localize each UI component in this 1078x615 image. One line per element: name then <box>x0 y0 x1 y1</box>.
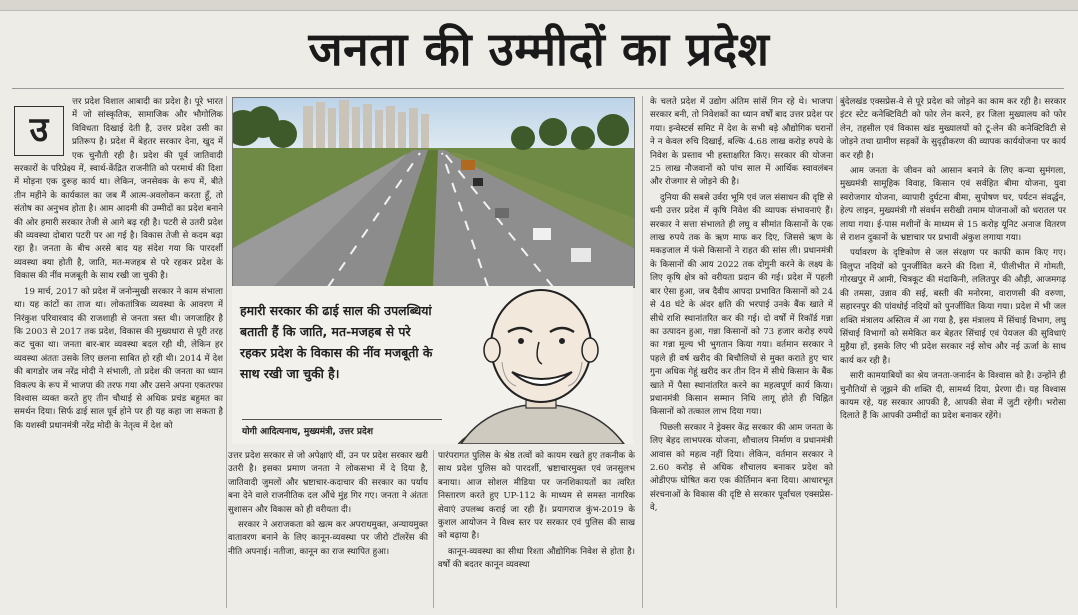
author-caption: योगी आदित्यनाथ, मुख्यमंत्री, उत्तर प्रदेश <box>242 419 442 437</box>
paragraph: उत्तर प्रदेश सरकार से जो अपेक्षाएं थीं, उन पर प्रदेश सरकार खरी उतरी है। इसका प्रमाण जनता ने लोकसभा में दे दिया है, जातिवादी जुमलों और भ्रष्टाचार-कदाचार की सरकार का पर्याय बना देने वाले राजनीतिक दल औंधे मुंह गिर गए। जनता ने अंततः सुशासन और विकास को ही वरीयता दी। <box>228 451 428 515</box>
expressway-illustration <box>233 98 634 287</box>
paragraph: दुनिया की सबसे उर्वरा भूमि एवं जल संसाधन की दृष्टि से धनी उत्तर प्रदेश में कृषि निवेश की व्यापक संभावनाएं हैं। सरकार ने सत्ता संभालते ही लघु व सीमांत किसानों के एक लाख रुपये तक के ऋण माफ कर दिए, जिससे ऋण के मकड़जाल में फंसे किसानों ने राहत की सांस ली। प्रधानमंत्री के किसानों की आय 2022 तक दोगुनी करने के लक्ष्य के लिए कृषि क्षेत्र को वरीयता प्रदान की गई। प्रदेश में पहली बार ऐसा हुआ, जब दैवीय आपदा प्रभावित किसानों को 24 से 48 घंटे के अंदर क्षति की भरपाई उनके बैंक खाते में सीधे राशि स्थानांतरित कर की गई। दो वर्षों में रिकॉर्ड गन्ना का उत्पादन हुआ, गन्ना किसानों को 73 हजार करोड़ रुपये का गन्ना मूल्य भी भुगतान किया गया। वर्तमान सरकार ने पहले ही वर्ष खरीद की बिचौलियों से मुक्त कराते हुए चार गुना अधिक गेहूं खरीद कर तीन दिन में सीधे किसान के बैंक खाते में पैसा स्थानांतरित करने का महत्वपूर्ण कार्य किया। प्रधानमंत्री किसान सम्मान निधि लागू होते ही चिह्नित किसानों को तत्काल लाभ दिया गया। <box>650 192 833 418</box>
paragraph: पिछली सरकार ने ड्रेक्सर केंद्र सरकार की आम जनता के लिए बेहद लाभपरक योजना, शौचालय निर्माण व प्रधानमंत्री आवास को महत्व नहीं दिया। लेकिन, वर्तमान सरकार ने 2.60 करोड़ से अधिक शौचालय बनाकर प्रदेश को ओडीएफ घोषित करा एक कीर्तिमान बना दिया। आधारभूत संरचनाओं के विकास की दृष्टि से सरकार पूर्वांचल एक्सप्रेस-वे, <box>650 422 833 514</box>
pull-quote-box <box>232 286 633 444</box>
pull-quote: हमारी सरकार की ढाई साल की उपलब्धियां बताती हैं कि जाति, मत-मजहब से परे रहकर प्रदेश के विकास की नींव मजबूती के साथ रखी जा चुकी है। <box>240 303 433 381</box>
vehicle <box>461 160 475 170</box>
paragraph: कानून-व्यवस्था का सीधा रिश्ता औद्योगिक निवेश से होता है। वर्षों की बदतर कानून व्यवस्था <box>438 546 635 571</box>
vehicle <box>473 178 483 186</box>
expressway-photo <box>232 97 635 288</box>
top-strip <box>0 0 1078 11</box>
article-column-3 <box>438 450 635 610</box>
drop-cap: उ <box>14 106 64 156</box>
article-column-1 <box>14 96 223 608</box>
vehicle <box>533 228 551 240</box>
column-divider <box>433 450 434 608</box>
paragraph: पर्यावरण के दृष्टिकोण से जल संरक्षण पर काफी काम किए गए। विलुप्त नदियों को पुनर्जीवित करने की दिशा में, पीलीभीत में गोमती, गोरखपुर में आमी, चित्रकूट की मंदाकिनी, ललितपुर की औड़ी, आजमगढ़ की तमसा, उन्नाव की सई, बस्ती की मनोरमा, वाराणसी की वरुणा, सहारनपुर की पांवधोई नदियों को पुनर्जीवित किया गया। प्रदेश में भी जल शक्ति मंत्रालय अस्तित्व में आ गया है, इस मंत्रालय में सिंचाई विभाग, लघु सिंचाई विभागों को समेकित कर बेहतर सिंचाई एवं पेयजल की सुविधाएं मुहैया हों, इसके लिए भी प्रदेश सरकार नई सोच और नई ऊर्जा के साथ कार्य कर रही है। <box>840 248 1066 366</box>
paragraph: सरकार ने अराजकता को खत्म कर अपराधमुक्त, अन्यायमुक्त वातावरण बनाने के लिए कानून-व्यवस्था पर जीरो टॉलरेंस की नीति अपनाई। नतीजा, कानून का राज स्थापित हुआ। <box>228 520 428 557</box>
column-divider <box>836 96 837 608</box>
column-divider <box>642 96 643 608</box>
paragraph: सारी कामयाबियों का श्रेय जनता-जनार्दन के विश्वास को है। उन्होंने ही चुनौतियों से जूझने की शक्ति दी, सामर्थ्य दिया, प्रेरणा दी। यह विश्वास कायम रहे, यह सरकार आपकी है, आपकी सेवा में जुटी रहेगी। भरोसा दिलाते हैं कि आपकी उम्मीदों का प्रदेश बनाकर रहेंगे। <box>840 371 1066 422</box>
vehicle <box>495 208 509 218</box>
paragraph: बुंदेलखंड एक्सप्रेस-वे से पूरे प्रदेश को जोड़ने का काम कर रही है। सरकार इंटर स्टेट कनेक्टिविटी को फोर लेन करने, हर जिला मुख्यालय को फोर लेन, तहसील एवं विकास खंड मुख्यालयों को टू-लेन की कनेक्टिविटी से जोड़ने तथा ग्रामीण सड़कों के सुदृढ़ीकरण की व्यापक कार्ययोजना पर कार्य कर रही है। <box>840 97 1066 161</box>
headline-rule <box>12 88 1064 89</box>
article-column-2 <box>228 450 428 610</box>
article-column-4 <box>650 96 833 608</box>
paragraph: त्तर प्रदेश विशाल आबादी का प्रदेश है। पूरे भारत में जो सांस्कृतिक, सामाजिक और भौगोलिक विविधता दिखाई देती है, उत्तर प्रदेश उसी का प्रतिरूप है। प्रदेश में बेहतर सरकार देना, खुद में एक चुनौती रही है। प्रदेश की पूर्व जातिवादी सरकारों के परिप्रेक्ष्य में, स्वार्थ-केंद्रित राजनीति को परमार्थ की दिशा में मोड़ना एक दुरूह कार्य था। लेकिन, जनसेवक के रूप में, बीते तीन महीने के कार्यकाल का जब मैं आत्म-अवलोकन करता हूँ, तो संतोष का अनुभव होता है। आम आदमी की उम्मीदों का प्रदेश बनाने की ओर हमारी सरकार तेजी से आगे बढ़ रही है। पटरी से उतरी प्रदेश की व्यवस्था दोबारा पटरी पर आ गई है। विकास तेजी से कदम बढ़ा रहा है। जनता के बीच अरसे बाद यह संदेश गया कि पारदर्शी व्यवस्था क्या होती है, जाति, मत-मजहब से परे रहकर प्रदेश के विकास की नींव मजबूती के साथ रखी जा चुकी है। <box>14 97 223 282</box>
paragraph: के चलते प्रदेश में उद्योग अंतिम सांसें गिन रहे थे। भाजपा सरकार बनी, तो निवेशकों का ध्यान वर्षों बाद उत्तर प्रदेश पर गया। इन्वेस्टर्स समिट में देश के सभी बड़े औद्योगिक घरानों ने न केवल रुचि दिखाई, बल्कि 4.68 लाख करोड़ रुपये के निवेश के प्रस्ताव भी हस्ताक्षरित किए। सरकार की योजना 25 लाख नौजवानों को पांच साल में आर्थिक स्वावलंबन और रोजगार से जोड़ने की है। <box>650 97 833 188</box>
column-divider <box>226 96 227 608</box>
paragraph: 19 मार्च, 2017 को प्रदेश में जनोन्मुखी सरकार ने काम संभाला था। यह कांटों का ताज था। लोकतांत्रिक व्यवस्था के आवरण में निरंकुश परिवारवाद की राजशाही से जनता त्रस्त थी। जगजाहिर है कि 2003 से 2017 तक प्रदेश, विकास की मुख्यधारा से पूरी तरह कट चुका था। जनता बार-बार व्यवस्था बदल रही थी, लेकिन हर व्यवस्था अंततः उसके लिए छलना साबित हो रही थी। 2014 में देश की बागडोर जब नरेंद्र मोदी ने संभाली, तो प्रदेश की जनता का ध्यान विकल्प के रूप में भाजपा की तरफ गया और उसने अपना एकतरफा विश्वास व्यक्त करते हुए तीन चौथाई से अधिक प्रचंड बहुमत का समर्थन दिया। सिर्फ ढाई साल पूर्व होने पर ही यह कहा जा सकता है कि यशस्वी प्रधानमंत्री नरेंद्र मोदी के नेतृत्व में देश को <box>14 286 223 431</box>
paragraph: पारंपरागत पुलिस के श्रेष्ठ तत्वों को कायम रखते हुए तकनीक के साथ प्रदेश पुलिस को पारदर्शी, भ्रष्टाचारमुक्त एवं जनसुलभ बनाया। आज सोशल मीडिया पर जनशिकायतों का त्वरित निस्तारण करते हुए UP-112 के माध्यम से समस्त नागरिक सेवाएं उपलब्ध कराई जा रही हैं। प्रयागराज कुंभ-2019 के कुशल आयोजन ने विश्व स्तर पर सरकार एवं पुलिस की साख को बढ़ाया है। <box>438 451 635 542</box>
article-column-5 <box>840 96 1066 608</box>
caricature-portrait <box>446 286 632 444</box>
paragraph: आम जनता के जीवन को आसान बनाने के लिए कन्या सुमंगला, मुख्यमंत्री सामूहिक विवाह, किसान एवं सर्वहित बीमा योजना, युवा स्वरोजगार योजना, व्यापारी दुर्घटना बीमा, सुपोषण घर, पर्यटन संवर्द्धन, हेल्प लाइन, मुख्यमंत्री गौ संवर्धन सरीखी तमाम योजनाओं को धरातल पर लाया गया। ई-पास मशीनों के माध्यम से 15 करोड़ यूनिट अनाज वितरण से राशन दुकानों के भ्रष्टाचार पर प्रभावी अंकुश लगाया गया। <box>840 166 1066 244</box>
vehicle <box>571 248 591 262</box>
headline: जनता की उम्मीदों का प्रदेश <box>308 22 770 76</box>
